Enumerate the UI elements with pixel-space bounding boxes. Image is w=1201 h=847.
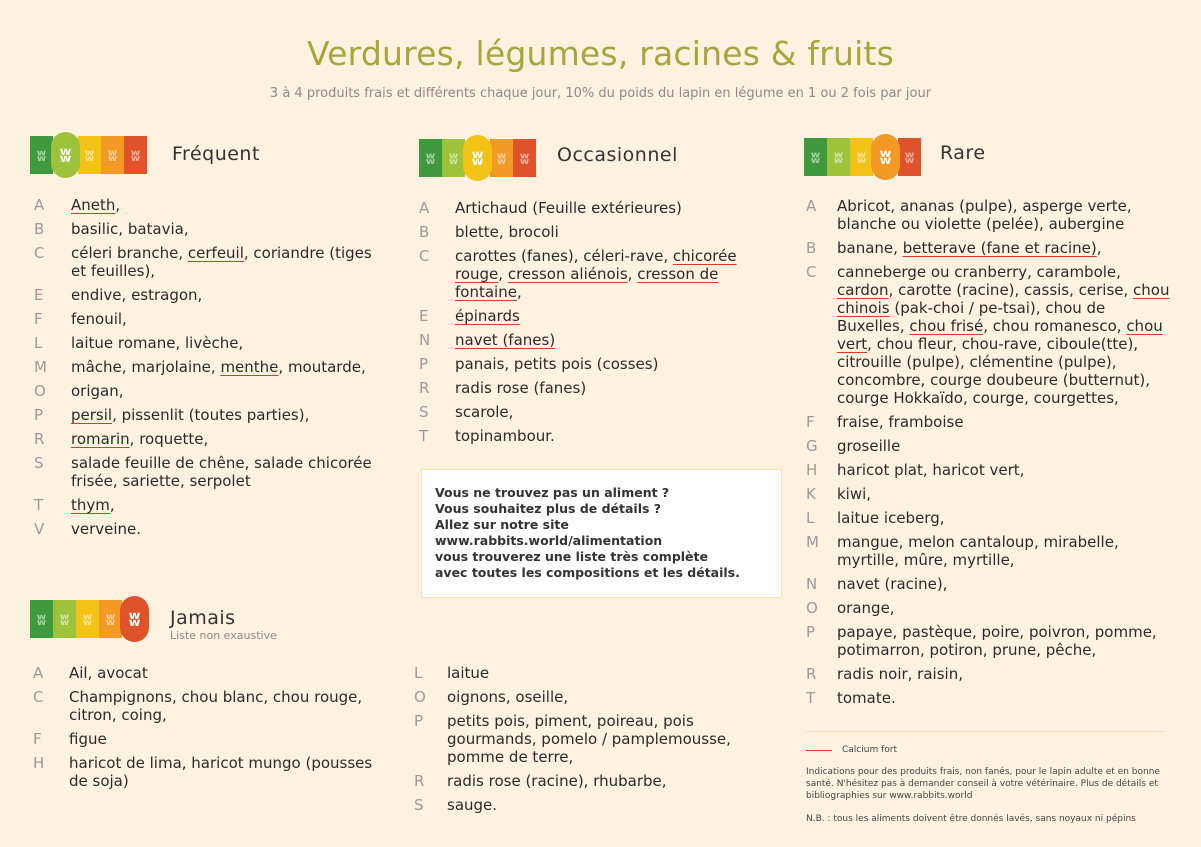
frequency-scale-frequent: [30, 132, 147, 178]
list-item-letter: P: [34, 406, 44, 424]
list-item-text: radis noir, raisin,: [837, 665, 963, 683]
list-item: [34, 358, 379, 376]
list-item-text: orange,: [837, 599, 895, 617]
list-item: [33, 688, 373, 724]
list-item: [419, 427, 784, 445]
list-item-text: groseille: [837, 437, 901, 455]
food-list-jamais-left: [33, 664, 373, 796]
list-item-text: laitue romane, livèche,: [71, 334, 244, 352]
list-item: [34, 520, 379, 538]
list-item: [414, 796, 744, 814]
info-line: Vous ne trouvez pas un aliment ?: [435, 485, 670, 500]
list-item: [806, 263, 1171, 407]
list-item-letter: A: [33, 664, 44, 682]
rabbit-icon: ʬ: [827, 138, 850, 176]
list-item-text: canneberge ou cranberry, carambole, cardon, carotte (racine), cassis, cerise, chou chinois (pak-choi / pe-tsai), chou de Buxelles, chou frisé, chou romanesco, chou vert, chou fleur, chou-rave, ciboule(tte), citrouille (pulpe), clémentine (pulpe), concombre, courge doubeure (butternut), courge Hokkaïdo, courge, courgettes,: [837, 263, 1170, 407]
page-title: Verdures, légumes, racines & fruits: [306, 34, 895, 73]
list-item-text: radis rose (racine), rhubarbe,: [447, 772, 667, 790]
list-item-letter: P: [414, 712, 424, 730]
list-item-letter: G: [806, 437, 818, 455]
info-line: vous trouverez une liste très complète: [435, 549, 708, 564]
list-item: [414, 664, 744, 682]
list-item: [34, 196, 379, 214]
list-item-letter: N: [806, 575, 818, 593]
calcium-rich-food: romarin: [71, 430, 130, 448]
rabbit-icon: ʬ: [898, 138, 921, 176]
calcium-rich-food: cerfeuil: [187, 244, 244, 262]
list-item: [806, 689, 1171, 707]
list-item: [806, 197, 1171, 233]
list-item-text: romarin, roquette,: [71, 430, 209, 448]
frequency-scale-jamais: [30, 596, 147, 642]
list-item: [34, 310, 379, 328]
list-item-text: céleri branche, cerfeuil, coriandre (tiges et feuilles),: [71, 244, 372, 280]
info-box: [421, 469, 782, 598]
list-item-text: haricot plat, haricot vert,: [837, 461, 1025, 479]
list-item: [419, 199, 784, 217]
calcium-rich-food: chicorée rouge: [455, 247, 737, 283]
list-item-letter: A: [806, 197, 817, 215]
list-item: [806, 485, 1171, 503]
rabbit-icon: ʬ: [804, 138, 827, 176]
rabbit-icon: ʬ: [419, 139, 442, 177]
list-item: [34, 220, 379, 238]
rabbit-icon: ʬ: [442, 139, 465, 177]
page-subtitle: 3 à 4 produits frais et différents chaque jour, 10% du poids du lapin en légume en 1 ou 2 fois par jour: [269, 86, 932, 101]
info-line: Vous souhaitez plus de détails ?: [435, 501, 662, 516]
list-item-text: haricot de lima, haricot mungo (pousses de soja): [69, 754, 373, 790]
list-item-letter: S: [419, 403, 429, 421]
rabbit-icon: ʬ: [124, 136, 147, 174]
list-item: [419, 331, 784, 349]
list-item-letter: C: [34, 244, 45, 262]
list-item: [419, 307, 784, 325]
list-item-text: Abricot, ananas (pulpe), asperge verte, blanche ou violette (pelée), aubergine: [837, 197, 1132, 233]
list-item-letter: R: [806, 665, 817, 683]
list-item: [419, 403, 784, 421]
list-item-letter: C: [419, 247, 430, 265]
list-item-text: fraise, framboise: [837, 413, 964, 431]
list-item-text: kiwi,: [837, 485, 872, 503]
list-item-letter: L: [34, 334, 43, 352]
rabbit-icon: ʬ: [850, 138, 873, 176]
list-item-letter: F: [33, 730, 42, 748]
list-item: [34, 454, 379, 490]
rabbit-icon: ʬ: [78, 136, 101, 174]
list-item-letter: C: [806, 263, 817, 281]
calcium-rich-food: menthe: [220, 358, 279, 376]
list-item-text: petits pois, piment, poireau, pois gourmands, pomelo / pamplemousse, pomme de terre,: [447, 712, 731, 766]
calcium-rich-food: Aneth: [71, 196, 116, 214]
calcium-rich-food: betterave (fane et racine): [902, 239, 1097, 257]
list-item: [806, 239, 1171, 257]
list-item-text: fenouil,: [71, 310, 127, 328]
food-list-jamais-right: [414, 664, 744, 820]
rabbit-icon: ʬ: [53, 600, 76, 638]
list-item-letter: L: [806, 509, 815, 527]
list-item-text: thym,: [71, 496, 115, 514]
list-item-letter: S: [34, 454, 44, 472]
list-item-letter: O: [34, 382, 46, 400]
list-item: [414, 712, 744, 766]
list-item-text: figue: [69, 730, 107, 748]
list-item: [806, 509, 1171, 527]
list-item-text: banane, betterave (fane et racine),: [837, 239, 1102, 257]
calcium-legend-line: [806, 750, 832, 751]
list-item-letter: T: [34, 496, 44, 514]
list-item: [419, 247, 784, 301]
list-item-letter: K: [806, 485, 816, 503]
list-item-text: carottes (fanes), céleri-rave, chicorée rouge, cresson aliénois, cresson de fontaine,: [455, 247, 737, 301]
list-item-letter: R: [419, 379, 430, 397]
list-item: [806, 599, 1171, 617]
category-title-jamais: Jamais: [170, 607, 236, 629]
list-item-letter: B: [419, 223, 430, 241]
list-item-letter: M: [806, 533, 819, 551]
list-item-letter: C: [33, 688, 44, 706]
list-item: [414, 688, 744, 706]
list-item: [419, 355, 784, 373]
list-item: [806, 533, 1171, 569]
info-link[interactable]: www.rabbits.world/alimentation: [435, 533, 663, 548]
list-item-letter: F: [34, 310, 43, 328]
list-item: [806, 623, 1171, 659]
list-item-text: basilic, batavia,: [71, 220, 189, 238]
calcium-rich-food: chou frisé: [909, 317, 984, 335]
list-item-text: oignons, oseille,: [447, 688, 569, 706]
list-item-text: scarole,: [455, 403, 514, 421]
list-item: [419, 223, 784, 241]
list-item-text: [455, 331, 784, 349]
list-item: [806, 575, 1171, 593]
divider: [806, 731, 1164, 732]
category-subtitle-jamais: Liste non exaustive: [170, 629, 277, 642]
food-list-rare: [806, 197, 1171, 713]
list-item: [34, 430, 379, 448]
legend: [806, 745, 897, 755]
rabbit-icon: ʬ: [513, 139, 536, 177]
list-item-letter: B: [34, 220, 45, 238]
list-item-text: origan,: [71, 382, 124, 400]
category-title-rare: Rare: [940, 142, 986, 164]
list-item-text: laitue iceberg,: [837, 509, 945, 527]
list-item-text: mangue, melon cantaloup, mirabelle, myrtille, mûre, myrtille,: [837, 533, 1119, 569]
list-item: [806, 461, 1171, 479]
list-item: [33, 754, 373, 790]
list-item-letter: E: [419, 307, 429, 325]
list-item: [414, 772, 744, 790]
calcium-rich-food: chou vert: [837, 317, 1163, 353]
list-item: [34, 286, 379, 304]
calcium-rich-food: navet (fanes): [455, 331, 556, 349]
rabbit-icon: ʬ: [463, 135, 492, 181]
rabbit-icon: ʬ: [871, 134, 900, 180]
calcium-rich-food: cresson de fontaine: [455, 265, 719, 301]
list-item: [34, 382, 379, 400]
list-item-text: sauge.: [447, 796, 498, 814]
list-item: [34, 334, 379, 352]
list-item-letter: L: [414, 664, 423, 682]
list-item-text: Champignons, chou blanc, chou rouge, citron, coing,: [69, 688, 363, 724]
list-item-letter: O: [414, 688, 426, 706]
info-line: Allez sur notre site: [435, 517, 569, 532]
rabbit-icon: ʬ: [51, 132, 80, 178]
list-item-text: Artichaud (Feuille extérieures): [455, 199, 682, 217]
list-item: [806, 665, 1171, 683]
list-item-letter: E: [34, 286, 44, 304]
list-item-text: salade feuille de chêne, salade chicorée frisée, sariette, serpolet: [71, 454, 372, 490]
food-list-frequent: [34, 196, 379, 544]
frequency-scale-occasionnel: [419, 135, 536, 181]
list-item-text: panais, petits pois (cosses): [455, 355, 659, 373]
calcium-rich-food: chou chinois: [837, 281, 1170, 317]
calcium-rich-food: épinards: [455, 307, 520, 325]
list-item-text: verveine.: [71, 520, 142, 538]
rabbit-icon: ʬ: [30, 600, 53, 638]
list-item: [34, 496, 379, 514]
list-item-letter: A: [419, 199, 430, 217]
rabbit-icon: ʬ: [490, 139, 513, 177]
list-item-text: topinambour.: [455, 427, 555, 445]
list-item-letter: A: [34, 196, 45, 214]
list-item-text: Ail, avocat: [69, 664, 148, 682]
list-item: [33, 664, 373, 682]
list-item-letter: V: [34, 520, 45, 538]
list-item-letter: R: [414, 772, 425, 790]
list-item-letter: P: [419, 355, 429, 373]
rabbit-icon: ʬ: [30, 136, 53, 174]
calcium-rich-food: thym: [71, 496, 110, 514]
list-item: [806, 413, 1171, 431]
list-item: [34, 244, 379, 280]
rabbit-icon: ʬ: [120, 596, 149, 642]
list-item-text: persil, pissenlit (toutes parties),: [71, 406, 310, 424]
list-item-text: endive, estragon,: [71, 286, 203, 304]
calcium-rich-food: cardon: [837, 281, 889, 299]
list-item-letter: T: [419, 427, 429, 445]
list-item-letter: T: [806, 689, 816, 707]
list-item-letter: O: [806, 599, 818, 617]
list-item-letter: F: [806, 413, 815, 431]
list-item-text: radis rose (fanes): [455, 379, 587, 397]
list-item-text: laitue: [447, 664, 490, 682]
list-item-text: mâche, marjolaine, menthe, moutarde,: [71, 358, 366, 376]
list-item-text: tomate.: [837, 689, 896, 707]
list-item-text: navet (racine),: [837, 575, 948, 593]
list-item-text: papaye, pastèque, poire, poivron, pomme, potimarron, potiron, prune, pêche,: [837, 623, 1157, 659]
category-title-occasionnel: Occasionnel: [557, 144, 678, 166]
list-item-letter: M: [34, 358, 47, 376]
calcium-rich-food: cresson aliénois: [507, 265, 628, 283]
rabbit-icon: ʬ: [99, 600, 122, 638]
frequency-scale-rare: [804, 134, 921, 180]
list-item-text: blette, brocoli: [455, 223, 559, 241]
list-item-letter: H: [33, 754, 45, 772]
rabbit-icon: ʬ: [101, 136, 124, 174]
nb-note: N.B. : tous les aliments doivent être donnés lavés, sans noyaux ni pépins: [806, 814, 1136, 824]
category-title-frequent: Fréquent: [172, 143, 260, 165]
list-item: [34, 406, 379, 424]
disclaimer-note: Indications pour des produits frais, non fanés, pour le lapin adulte et en bonne santé. N'hésitez pas à demander conseil à votre vétérinaire. Plus de détails et bibliographies sur www.rabbits.world: [806, 767, 1160, 801]
list-item-letter: S: [414, 796, 424, 814]
list-item-letter: P: [806, 623, 816, 641]
list-item-letter: N: [419, 331, 431, 349]
list-item-letter: R: [34, 430, 45, 448]
rabbit-icon: ʬ: [76, 600, 99, 638]
calcium-rich-food: persil: [71, 406, 113, 424]
list-item-letter: B: [806, 239, 817, 257]
list-item: [419, 379, 784, 397]
list-item: [33, 730, 373, 748]
list-item-text: [455, 307, 784, 325]
list-item-letter: H: [806, 461, 818, 479]
food-list-occasionnel: [419, 199, 784, 451]
list-item-text: Aneth,: [71, 196, 121, 214]
info-line: avec toutes les compositions et les détails.: [435, 565, 740, 580]
list-item: [806, 437, 1171, 455]
legend-label: Calcium fort: [842, 745, 897, 755]
